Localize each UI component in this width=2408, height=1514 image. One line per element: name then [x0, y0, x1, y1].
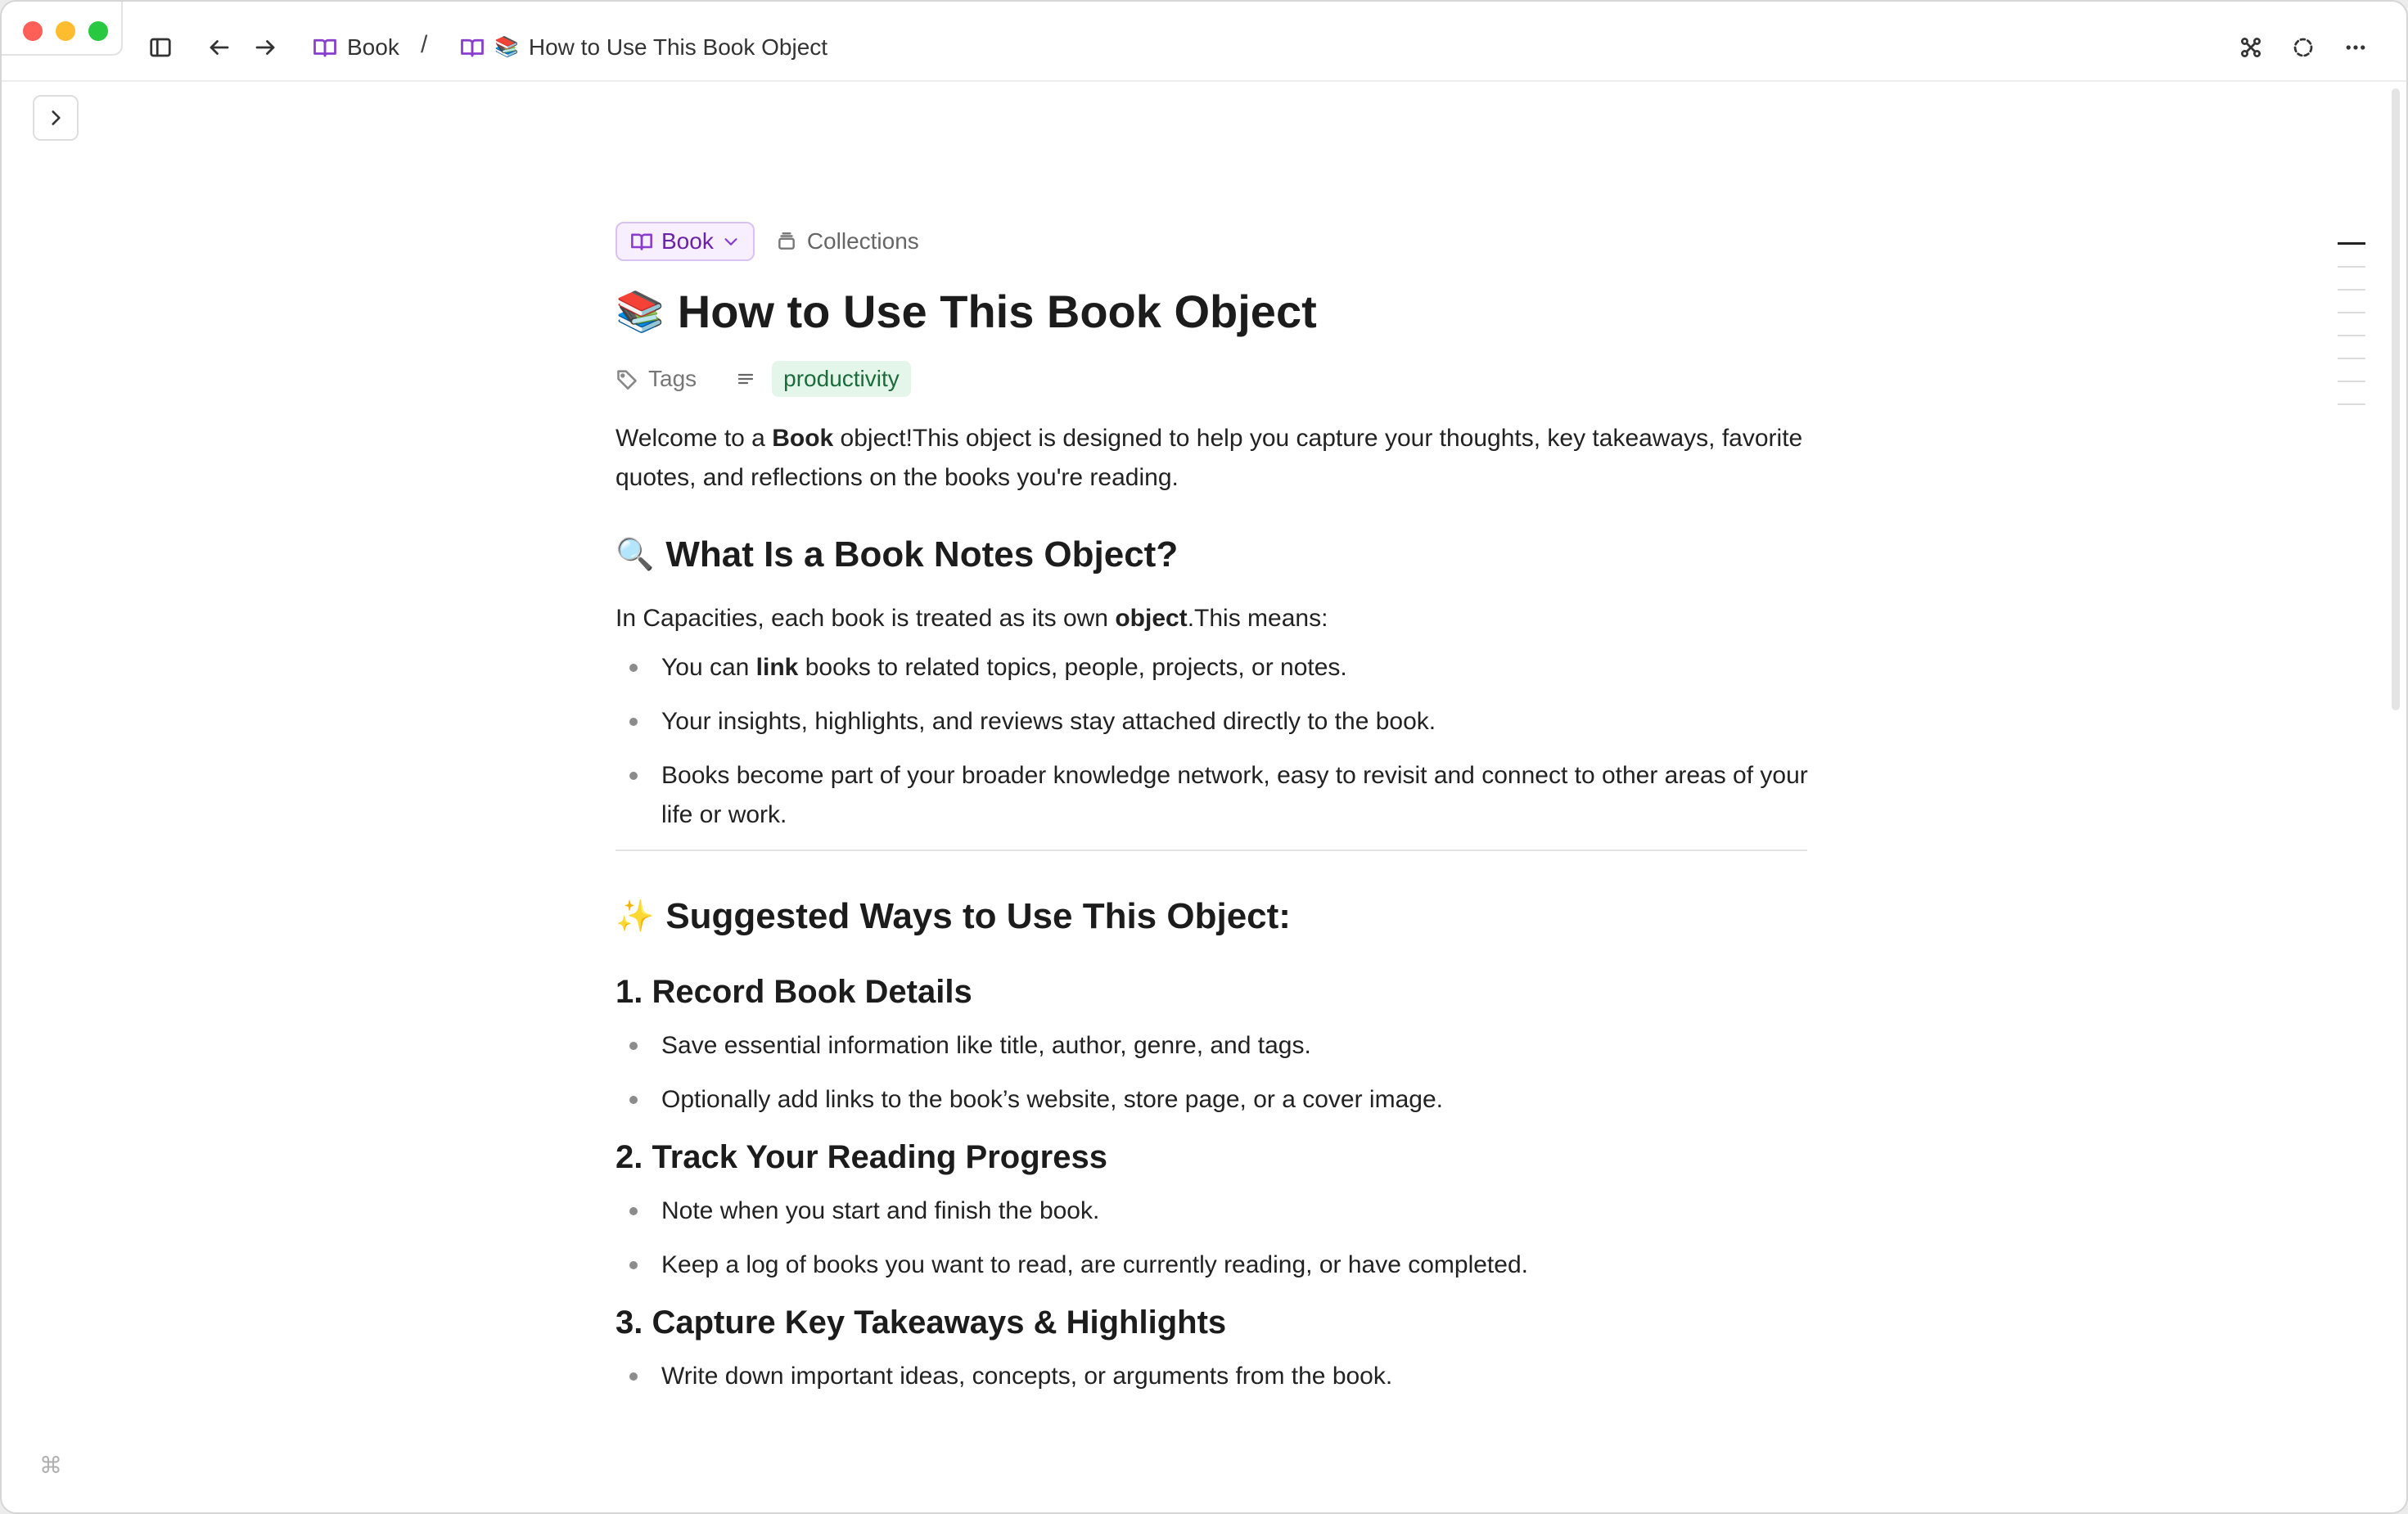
close-window-button[interactable] [23, 21, 43, 41]
tag-icon [616, 367, 638, 390]
focus-mode-icon[interactable] [2285, 29, 2321, 65]
bullet-list [616, 648, 1811, 835]
bullet-list [616, 1192, 1811, 1285]
list-item[interactable]: Books become part of your broader knowledge network, easy to revisit and connect to other areas of your life or work. [616, 756, 1811, 835]
subsection-heading[interactable]: 3. Capture Key Takeaways & Highlights [616, 1304, 1227, 1341]
book-icon [313, 35, 337, 60]
paragraph-bold-text: object [1115, 605, 1188, 632]
tag-chip[interactable]: productivity [772, 361, 911, 397]
paragraph-text: .This means: [1187, 605, 1328, 632]
intro-text: object!This object is designed to help you capture your thoughts, key takeaways, favorite quotes, and reflections on the books you're reading. [616, 425, 1803, 491]
outline-item[interactable] [2338, 312, 2365, 313]
bullet-list [616, 1026, 1811, 1120]
list-item-text: You can [661, 654, 756, 681]
title-bar [2, 2, 2406, 82]
breadcrumb-current[interactable] [460, 31, 827, 64]
object-meta-row [616, 221, 1811, 262]
book-icon [460, 35, 485, 60]
book-icon [630, 230, 653, 253]
object-type-label: Book [661, 228, 714, 254]
list-item[interactable]: Optionally add links to the book’s website, store page, or a cover image. [616, 1080, 1811, 1120]
outline-item[interactable] [2338, 403, 2365, 405]
collections-label: Collections [806, 228, 919, 254]
list-item[interactable]: Keep a log of books you want to read, are currently reading, or have completed. [616, 1246, 1811, 1285]
back-arrow-icon[interactable] [201, 29, 237, 65]
collection-stack-icon [776, 231, 797, 252]
document-outline[interactable] [2338, 242, 2370, 426]
intro-text: Welcome to a [616, 425, 773, 452]
intro-bold-text: Book [772, 425, 834, 452]
outline-item[interactable] [2338, 242, 2365, 245]
maximize-window-button[interactable] [88, 21, 108, 41]
tags-label-text: Tags [648, 366, 697, 391]
more-options-icon[interactable] [2338, 29, 2374, 65]
expand-sidebar-button[interactable] [33, 95, 79, 141]
breadcrumb-root[interactable] [313, 31, 399, 64]
section-heading-text: What Is a Book Notes Object? [665, 534, 1179, 575]
sparkles-emoji-icon: ✨ [616, 899, 655, 934]
list-item[interactable]: Save essential information like title, author, genre, and tags. [616, 1026, 1811, 1066]
sidebar-toggle-icon[interactable] [142, 29, 178, 65]
command-palette-hint[interactable]: ⌘ [39, 1453, 62, 1478]
list-item[interactable]: Write down important ideas, concepts, or arguments from the book. [616, 1357, 1811, 1396]
graph-network-icon[interactable] [2233, 29, 2269, 65]
tags-row [616, 360, 1811, 398]
section-heading-text: Suggested Ways to Use This Object: [665, 896, 1291, 936]
scrollbar[interactable] [2392, 83, 2401, 1507]
tags-property-label [616, 366, 697, 392]
list-item[interactable]: Note when you start and finish the book. [616, 1192, 1811, 1231]
forward-arrow-icon[interactable] [247, 29, 283, 65]
breadcrumb-separator: / [421, 31, 428, 58]
breadcrumb-current-label: How to Use This Book Object [528, 34, 828, 60]
breadcrumb-root-label: Book [347, 34, 399, 60]
chevron-down-icon [722, 232, 740, 250]
outline-item[interactable] [2338, 266, 2365, 268]
section-paragraph[interactable] [616, 599, 1811, 638]
magnifier-emoji-icon: 🔍 [616, 538, 655, 572]
window-controls [2, 2, 123, 56]
bullet-list [616, 1357, 1811, 1396]
outline-item[interactable] [2338, 289, 2365, 291]
outline-item[interactable] [2338, 358, 2365, 359]
collections-button[interactable] [776, 228, 919, 255]
books-emoji-icon: 📚 [494, 36, 519, 58]
chevron-right-icon [45, 107, 66, 128]
list-lines-icon [736, 369, 755, 389]
section-heading[interactable] [616, 530, 1811, 579]
list-item[interactable] [616, 648, 1811, 687]
outline-item[interactable] [2338, 335, 2365, 336]
page-title-text[interactable]: How to Use This Book Object [677, 285, 1317, 337]
paragraph-text: In Capacities, each book is treated as its own [616, 605, 1116, 632]
horizontal-divider [616, 849, 1807, 851]
outline-item[interactable] [2338, 381, 2365, 382]
list-item-bold-text: link [755, 654, 799, 681]
subsection-heading[interactable]: 1. Record Book Details [616, 974, 972, 1010]
page-emoji-icon[interactable]: 📚 [616, 290, 665, 334]
page-title[interactable] [616, 280, 1811, 342]
minimize-window-button[interactable] [56, 21, 75, 41]
object-type-selector[interactable] [616, 222, 755, 261]
list-item[interactable]: Your insights, highlights, and reviews stay attached directly to the book. [616, 702, 1811, 741]
subsection-heading[interactable]: 2. Track Your Reading Progress [616, 1139, 1107, 1175]
section-heading[interactable] [616, 892, 1811, 941]
intro-paragraph[interactable] [616, 419, 1811, 498]
list-item-text: books to related topics, people, projects, or notes. [798, 654, 1347, 681]
document-body [616, 221, 1811, 1411]
scrollbar-thumb[interactable] [2392, 88, 2400, 710]
